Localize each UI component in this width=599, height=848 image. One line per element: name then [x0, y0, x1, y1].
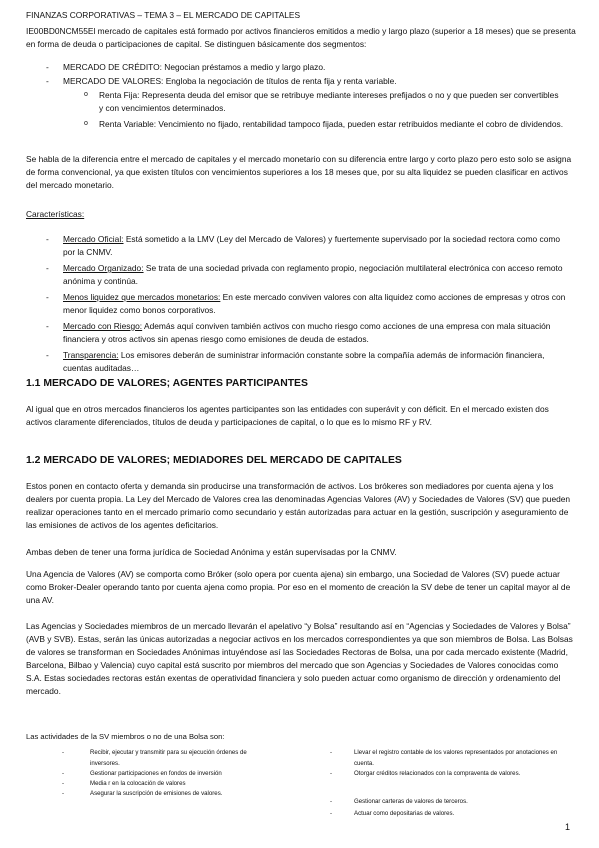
page-number: 1	[565, 822, 571, 832]
bullet-circle: o	[84, 91, 88, 98]
activities-title: Las actividades de la SV miembros o no de una Bolsa son:	[26, 732, 225, 741]
bullet-dash: -	[330, 749, 333, 756]
activity-item: Gestionar carteras de valores de terceros.	[354, 798, 468, 805]
bullet-dash: -	[62, 770, 65, 777]
activity-item: Actuar como depositarias de valores.	[354, 810, 455, 817]
bullet-circle: o	[84, 120, 88, 127]
bullet-dash: -	[330, 810, 333, 817]
section-1-2-paragraph: Las Agencias y Sociedades miembros de un mercado llevarán el apelativo “y Bolsa” resultando así en “Agencias y Sociedades de Valores y Bolsa” (AVB y SVB). Estas, serán las únicas autorizadas a negociar activos en los mercados correspondientes ya que son miembros de Bolsa. Las Bolsas de valores se transforman en Sociedades Anónimas intuyéndose así las Sociedades Rectoras de Bolsa, una por cada mercado existente (Madrid, Barcelona, Bilbao y Valencia) cuyo capital está suscrito por miembros del mercado que son Agencias y Sociedades de Valores conocidas como S.A. Estas sociedades rectoras están exentas de operatividad financiera y solo pueden actuar como organismo de dirección y ordenamiento del mercado.	[26, 621, 573, 696]
difference-paragraph: Se habla de la diferencia entre el mercado de capitales y el mercado monetario con su diferencia entre largo y corto plazo pero esto solo se asigna de forma convencional, ya que existen títulos con vencimientos superiores a los 18 meses que, por su alta liquidez se pueden clasificar en activos del mercado monetario.	[26, 154, 572, 190]
characteristic-item	[63, 349, 573, 375]
sub-segment-item: Renta Variable: Vencimiento no fijado, rentabilidad tampoco fijada, pueden estar retribuidos mediante el cobro de dividendos.	[99, 119, 564, 129]
sub-segment-item: Renta Fija: Representa deuda del emisor que se retribuye mediante intereses prefijados o no y que pueden ser convertibles y con vencimientos determinados.	[99, 90, 559, 113]
characteristic-text: Se trata de una sociedad privada con reglamento propio, negociación multilateral electrónica con acceso remoto anónima y continúa.	[63, 263, 563, 286]
header-line: FINANZAS CORPORATIVAS – TEMA 3 – EL MERCADO DE CAPITALES	[26, 10, 301, 20]
characteristic-term: Mercado con Riesgo:	[63, 321, 143, 331]
activity-item: Recibir, ejecutar y transmitir para su ejecución órdenes de inversores.	[90, 749, 247, 767]
activity-item: Asegurar la suscripción de emisiones de valores.	[90, 790, 223, 797]
characteristic-text: En este mercado conviven valores con alta liquidez como acciones de empresas y otros con menor liquidez como bonos corporativos.	[63, 292, 566, 315]
characteristic-item	[63, 233, 573, 259]
activity-item: Llevar el registro contable de los valores representados por anotaciones en cuenta.	[354, 749, 558, 767]
activity-item: Media r en la colocación de valores	[90, 780, 186, 787]
characteristic-text: Además aquí conviven también activos con mucho riesgo como acciones de una empresa con mala situación financiera y otros activos sin apenas riesgo como emisiones de deuda de estados.	[63, 321, 551, 344]
activity-item: Otorgar créditos relacionados con la compraventa de valores.	[354, 770, 521, 777]
intro-paragraph: IE00BD0NCM55El mercado de capitales está formado por activos financieros emitidos a medio y largo plazo (superior a 18 meses) que se presenta en forma de deuda o participaciones de capital. Se distinguen básicamente dos segmentos:	[26, 26, 576, 49]
characteristic-item	[63, 291, 573, 317]
bullet-dash: -	[46, 234, 49, 244]
activity-item: Gestionar participaciones en fondos de inversión	[90, 770, 222, 777]
section-1-1-body: Al igual que en otros mercados financieros los agentes participantes son las entidades con superávit y con déficit. En el mercado existen dos activos claramente diferenciados, títulos de deuda y participaciones de capital, o lo que es lo mismo RF y RV.	[26, 404, 549, 427]
bullet-dash: -	[46, 292, 49, 302]
bullet-dash: -	[62, 780, 65, 787]
section-1-2-paragraph: Ambas deben de tener una forma jurídica de Sociedad Anónima y están supervisadas por la CNMV.	[26, 547, 397, 557]
bullet-dash: -	[46, 263, 49, 273]
characteristic-term: Transparencia:	[63, 350, 119, 360]
section-1-2-paragraph: Estos ponen en contacto oferta y demanda sin producirse una transformación de activos. Los brókeres son mediadores por cuenta ajena y los dealers por cuenta propia. La Ley del Mercado de Valores crea las denominadas Agencias Valores (AV) y Sociedades de Valores (SV) que pueden realizar operaciones tanto en el mercado primario como secundario y están autorizadas para actuar en la gestión, suscripción y aseguramiento de las emisiones de activos de los agentes deficitarios.	[26, 481, 571, 530]
characteristic-text: Los emisores deberán de suministrar información constante sobre la compañía además de información financiera, cuentas auditadas…	[63, 350, 545, 373]
characteristic-term: Mercado Oficial:	[63, 234, 124, 244]
characteristic-item	[63, 320, 573, 346]
section-1-2-paragraph: Una Agencia de Valores (AV) se comporta como Bróker (solo opera por cuenta ajena) sin embargo, una Sociedad de Valores (SV) puede actuar como Broker-Dealer operando tanto por cuenta ajena como propia. Por eso en el momento de creación la SV debe de tener un capital mayor al de una AV.	[26, 569, 571, 605]
section-1-1-title: 1.1 MERCADO DE VALORES; AGENTES PARTICIPANTES	[26, 378, 308, 389]
characteristic-term: Menos liquidez que mercados monetarios:	[63, 292, 221, 302]
characteristic-item	[63, 262, 573, 288]
bullet-dash: -	[330, 770, 333, 777]
bullet-dash: -	[62, 749, 65, 756]
segment-item: MERCADO DE VALORES: Engloba la negociación de títulos de renta fija y renta variable.	[63, 76, 397, 86]
bullet-dash: -	[46, 76, 49, 86]
bullet-dash: -	[330, 798, 333, 805]
characteristic-text: Está sometido a la LMV (Ley del Mercado de Valores) y fuertemente supervisado por la sociedad rectora como como por la CNMV.	[63, 234, 561, 257]
segment-item: MERCADO DE CRÉDITO: Negocian préstamos a medio y largo plazo.	[63, 62, 326, 72]
section-1-2-title: 1.2 MERCADO DE VALORES; MEDIADORES DEL MERCADO DE CAPITALES	[26, 455, 402, 466]
bullet-dash: -	[62, 790, 65, 797]
characteristics-title: Características:	[26, 209, 85, 219]
bullet-dash: -	[46, 321, 49, 331]
bullet-dash: -	[46, 350, 49, 360]
bullet-dash: -	[46, 62, 49, 72]
characteristic-term: Mercado Organizado:	[63, 263, 144, 273]
